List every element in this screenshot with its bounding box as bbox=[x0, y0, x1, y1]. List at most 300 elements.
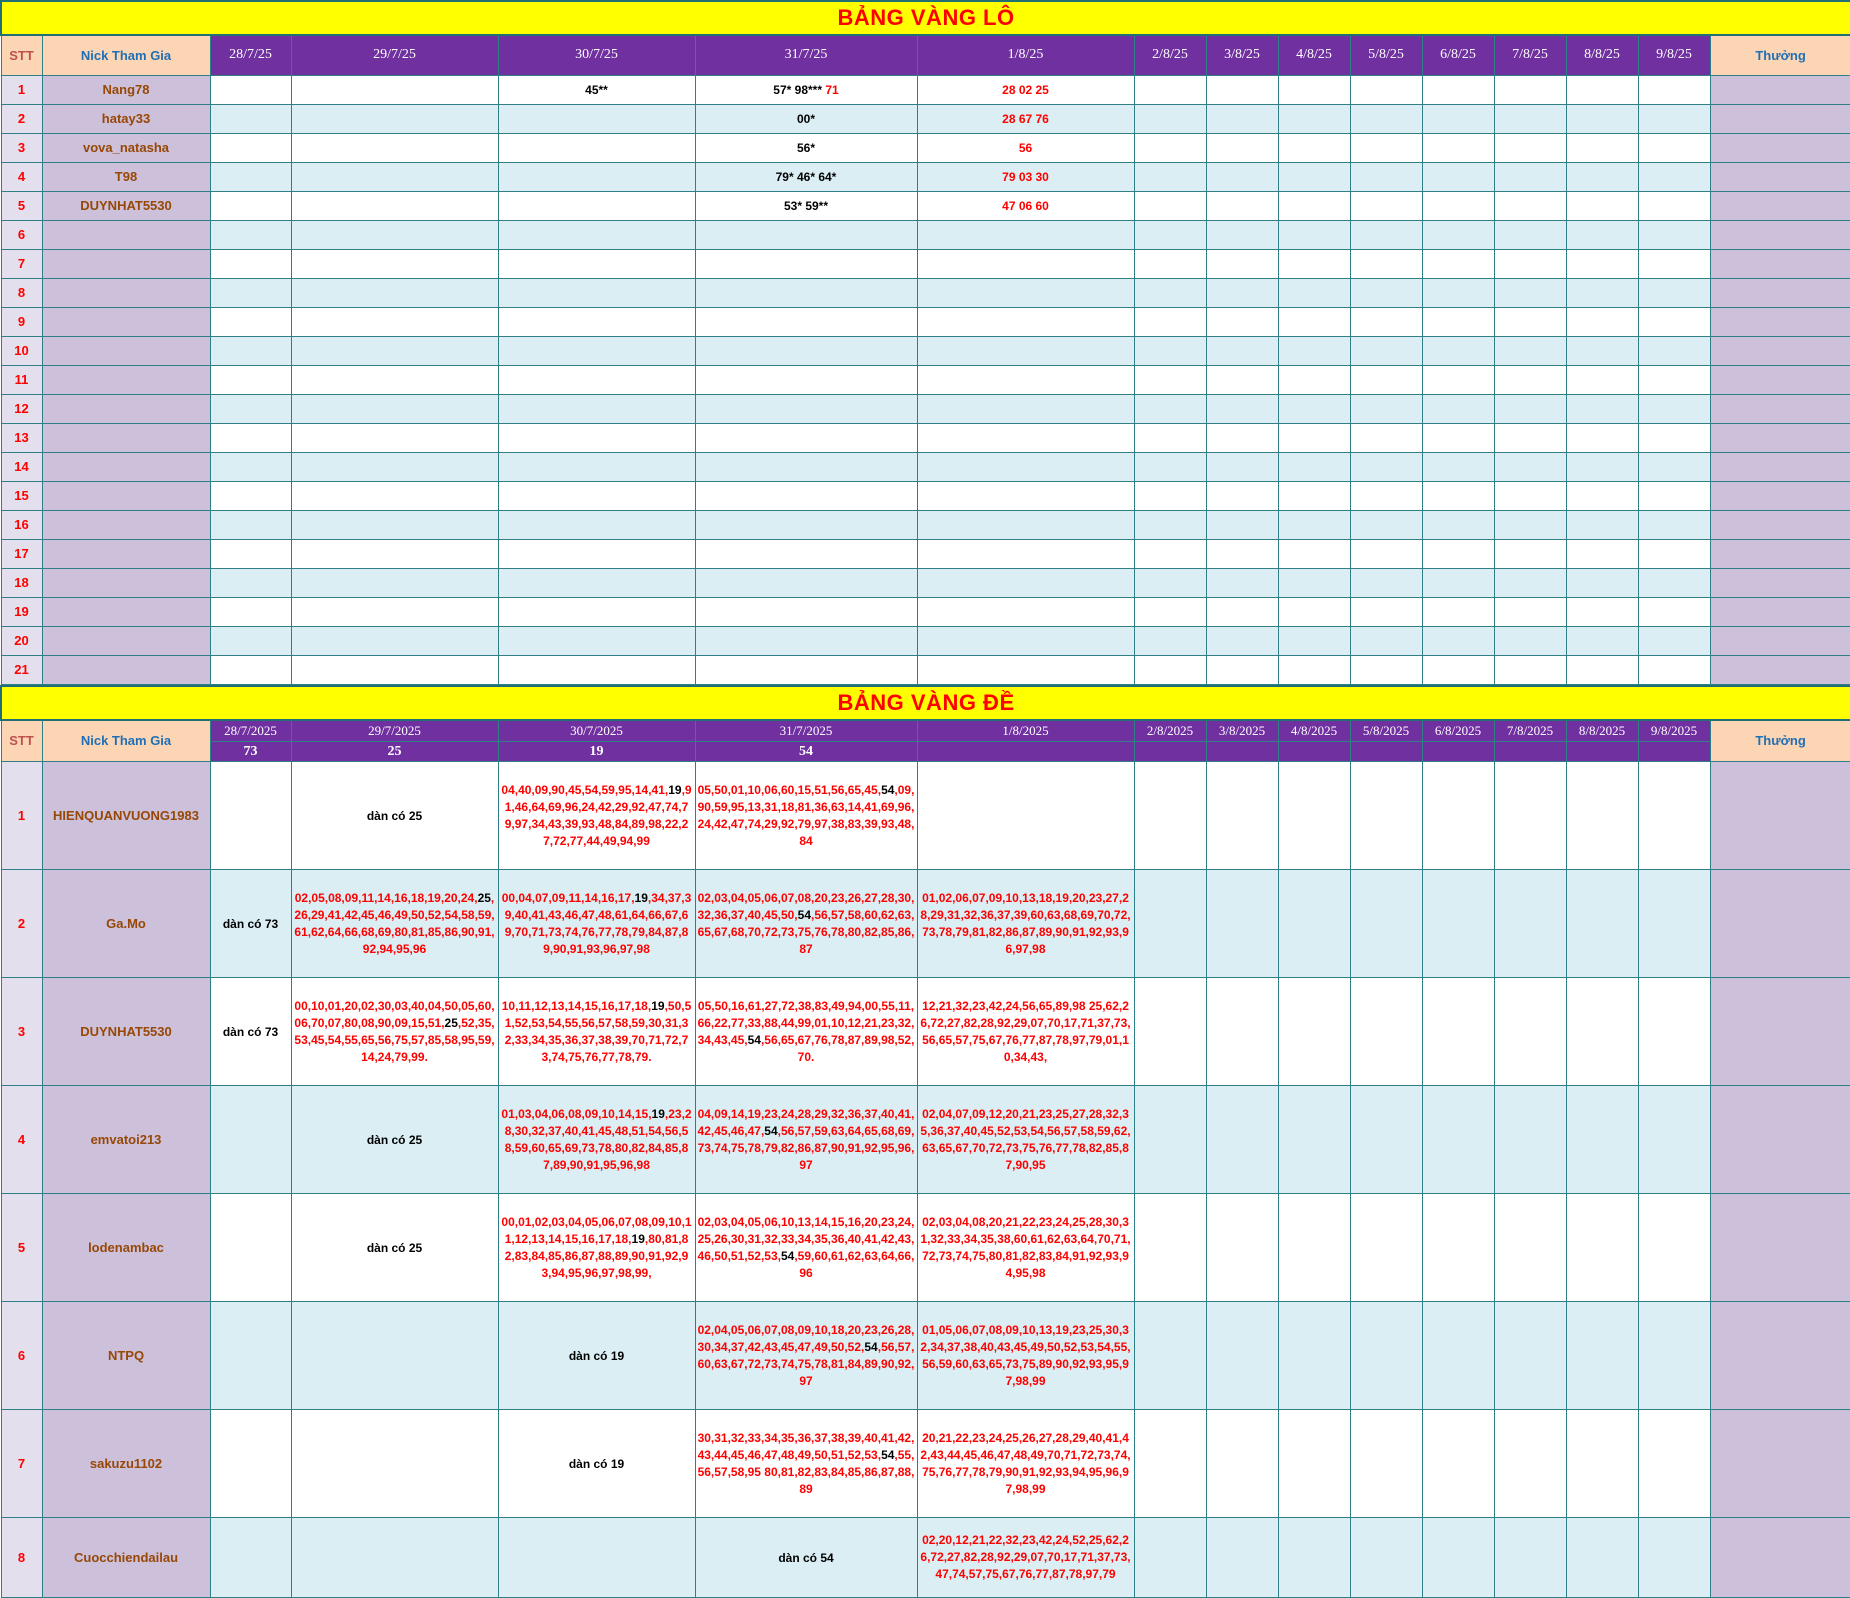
lo-cell[interactable] bbox=[1494, 452, 1566, 481]
lo-row-nick[interactable] bbox=[42, 481, 210, 510]
lo-cell[interactable] bbox=[1494, 220, 1566, 249]
lo-cell[interactable] bbox=[1638, 162, 1710, 191]
lo-cell[interactable] bbox=[1278, 626, 1350, 655]
lo-cell[interactable] bbox=[291, 307, 498, 336]
de-cell[interactable] bbox=[1494, 870, 1566, 978]
lo-cell[interactable] bbox=[695, 481, 917, 510]
lo-row-nick[interactable] bbox=[42, 510, 210, 539]
lo-row-nick[interactable] bbox=[42, 220, 210, 249]
de-cell[interactable] bbox=[1638, 978, 1710, 1086]
de-row-nick[interactable]: DUYNHAT5530 bbox=[42, 978, 210, 1086]
lo-cell[interactable] bbox=[1566, 162, 1638, 191]
lo-cell[interactable] bbox=[210, 75, 291, 104]
lo-cell[interactable] bbox=[1638, 278, 1710, 307]
lo-cell[interactable] bbox=[1206, 220, 1278, 249]
lo-cell[interactable] bbox=[210, 162, 291, 191]
de-cell[interactable] bbox=[1422, 978, 1494, 1086]
lo-cell[interactable] bbox=[1350, 655, 1422, 684]
lo-cell[interactable] bbox=[1422, 539, 1494, 568]
lo-cell[interactable] bbox=[917, 104, 1134, 133]
lo-cell[interactable] bbox=[1206, 597, 1278, 626]
lo-cell[interactable] bbox=[210, 133, 291, 162]
de-cell[interactable] bbox=[1350, 1410, 1422, 1518]
de-cell[interactable] bbox=[498, 1410, 695, 1518]
lo-cell[interactable] bbox=[498, 336, 695, 365]
lo-cell[interactable] bbox=[210, 365, 291, 394]
lo-cell[interactable] bbox=[291, 336, 498, 365]
lo-cell[interactable] bbox=[917, 394, 1134, 423]
de-cell[interactable] bbox=[1422, 870, 1494, 978]
lo-row-nick[interactable] bbox=[42, 249, 210, 278]
de-cell[interactable] bbox=[1422, 1518, 1494, 1598]
lo-cell[interactable] bbox=[1422, 365, 1494, 394]
lo-cell[interactable] bbox=[1278, 133, 1350, 162]
lo-cell[interactable] bbox=[210, 191, 291, 220]
lo-cell[interactable] bbox=[1350, 133, 1422, 162]
lo-cell[interactable] bbox=[1494, 191, 1566, 220]
lo-cell[interactable] bbox=[917, 162, 1134, 191]
lo-cell[interactable] bbox=[917, 278, 1134, 307]
lo-cell[interactable] bbox=[1278, 75, 1350, 104]
lo-cell[interactable] bbox=[1134, 394, 1206, 423]
lo-cell[interactable] bbox=[1566, 481, 1638, 510]
de-cell[interactable] bbox=[210, 1086, 291, 1194]
de-row-nick[interactable]: lodenambac bbox=[42, 1194, 210, 1302]
de-cell[interactable] bbox=[210, 1518, 291, 1598]
lo-cell[interactable] bbox=[1638, 423, 1710, 452]
de-cell[interactable] bbox=[1278, 1302, 1350, 1410]
lo-cell[interactable] bbox=[695, 394, 917, 423]
de-cell[interactable] bbox=[498, 978, 695, 1086]
de-cell[interactable] bbox=[1566, 1302, 1638, 1410]
lo-cell[interactable] bbox=[1134, 133, 1206, 162]
de-cell[interactable] bbox=[1206, 1302, 1278, 1410]
lo-cell[interactable] bbox=[917, 75, 1134, 104]
lo-cell[interactable] bbox=[1566, 394, 1638, 423]
de-cell[interactable] bbox=[1134, 762, 1206, 870]
lo-cell[interactable] bbox=[1278, 365, 1350, 394]
de-cell[interactable] bbox=[1134, 1410, 1206, 1518]
lo-cell[interactable] bbox=[695, 220, 917, 249]
lo-cell[interactable] bbox=[917, 452, 1134, 481]
lo-cell[interactable] bbox=[1134, 162, 1206, 191]
de-cell[interactable] bbox=[1278, 870, 1350, 978]
lo-cell[interactable] bbox=[291, 597, 498, 626]
lo-cell[interactable] bbox=[695, 655, 917, 684]
lo-cell[interactable] bbox=[1638, 249, 1710, 278]
lo-cell[interactable] bbox=[1350, 539, 1422, 568]
lo-cell[interactable] bbox=[498, 278, 695, 307]
lo-cell[interactable] bbox=[291, 365, 498, 394]
lo-cell[interactable] bbox=[1206, 307, 1278, 336]
lo-cell[interactable] bbox=[1206, 423, 1278, 452]
lo-cell[interactable] bbox=[1494, 75, 1566, 104]
de-cell[interactable] bbox=[1638, 762, 1710, 870]
lo-cell[interactable] bbox=[695, 336, 917, 365]
de-cell[interactable] bbox=[695, 762, 917, 870]
lo-row-nick[interactable] bbox=[42, 307, 210, 336]
lo-cell[interactable] bbox=[1206, 539, 1278, 568]
lo-cell[interactable] bbox=[498, 423, 695, 452]
lo-cell[interactable] bbox=[1638, 133, 1710, 162]
lo-cell[interactable] bbox=[1206, 75, 1278, 104]
lo-cell[interactable] bbox=[917, 423, 1134, 452]
lo-cell[interactable] bbox=[1134, 191, 1206, 220]
lo-cell[interactable] bbox=[1638, 365, 1710, 394]
lo-cell[interactable] bbox=[1494, 394, 1566, 423]
lo-cell[interactable] bbox=[1638, 394, 1710, 423]
lo-cell[interactable] bbox=[1350, 394, 1422, 423]
lo-cell[interactable] bbox=[695, 597, 917, 626]
lo-cell[interactable] bbox=[1422, 249, 1494, 278]
lo-cell[interactable] bbox=[695, 133, 917, 162]
lo-cell[interactable] bbox=[917, 307, 1134, 336]
lo-cell[interactable] bbox=[1566, 220, 1638, 249]
lo-cell[interactable] bbox=[498, 365, 695, 394]
lo-cell[interactable] bbox=[1134, 336, 1206, 365]
de-cell[interactable] bbox=[695, 1518, 917, 1598]
lo-cell[interactable] bbox=[291, 278, 498, 307]
lo-cell[interactable] bbox=[1206, 278, 1278, 307]
lo-cell[interactable] bbox=[1278, 452, 1350, 481]
lo-cell[interactable] bbox=[1422, 481, 1494, 510]
lo-cell[interactable] bbox=[695, 568, 917, 597]
de-cell[interactable] bbox=[1206, 1410, 1278, 1518]
lo-cell[interactable] bbox=[695, 104, 917, 133]
lo-cell[interactable] bbox=[695, 75, 917, 104]
lo-cell[interactable] bbox=[1350, 452, 1422, 481]
lo-cell[interactable] bbox=[1206, 336, 1278, 365]
lo-cell[interactable] bbox=[498, 162, 695, 191]
lo-cell[interactable] bbox=[1278, 510, 1350, 539]
lo-cell[interactable] bbox=[291, 249, 498, 278]
lo-cell[interactable] bbox=[695, 162, 917, 191]
lo-cell[interactable] bbox=[1350, 307, 1422, 336]
de-cell[interactable] bbox=[1638, 1086, 1710, 1194]
de-row-nick[interactable]: Ga.Mo bbox=[42, 870, 210, 978]
lo-cell[interactable] bbox=[498, 75, 695, 104]
lo-cell[interactable] bbox=[1638, 452, 1710, 481]
lo-cell[interactable] bbox=[1422, 655, 1494, 684]
lo-cell[interactable] bbox=[917, 597, 1134, 626]
lo-cell[interactable] bbox=[1638, 336, 1710, 365]
lo-cell[interactable] bbox=[498, 191, 695, 220]
lo-cell[interactable] bbox=[1422, 336, 1494, 365]
lo-cell[interactable] bbox=[1134, 365, 1206, 394]
lo-cell[interactable] bbox=[1566, 539, 1638, 568]
lo-cell[interactable] bbox=[1350, 423, 1422, 452]
lo-cell[interactable] bbox=[498, 307, 695, 336]
de-cell[interactable] bbox=[210, 1302, 291, 1410]
lo-cell[interactable] bbox=[291, 655, 498, 684]
de-cell[interactable] bbox=[1494, 978, 1566, 1086]
lo-cell[interactable] bbox=[498, 394, 695, 423]
de-cell[interactable] bbox=[291, 1086, 498, 1194]
de-cell[interactable] bbox=[1350, 1518, 1422, 1598]
de-cell[interactable] bbox=[1350, 762, 1422, 870]
de-cell[interactable] bbox=[1350, 978, 1422, 1086]
lo-cell[interactable] bbox=[498, 249, 695, 278]
de-cell[interactable] bbox=[498, 870, 695, 978]
lo-cell[interactable] bbox=[291, 104, 498, 133]
lo-cell[interactable] bbox=[1350, 336, 1422, 365]
lo-cell[interactable] bbox=[917, 655, 1134, 684]
lo-cell[interactable] bbox=[1422, 162, 1494, 191]
lo-cell[interactable] bbox=[695, 307, 917, 336]
lo-cell[interactable] bbox=[1278, 278, 1350, 307]
de-cell[interactable] bbox=[1278, 1086, 1350, 1194]
lo-cell[interactable] bbox=[1350, 568, 1422, 597]
de-row-nick[interactable]: sakuzu1102 bbox=[42, 1410, 210, 1518]
de-cell[interactable] bbox=[210, 870, 291, 978]
lo-cell[interactable] bbox=[291, 568, 498, 597]
de-cell[interactable] bbox=[498, 1302, 695, 1410]
lo-row-nick[interactable] bbox=[42, 568, 210, 597]
lo-cell[interactable] bbox=[1134, 539, 1206, 568]
lo-cell[interactable] bbox=[291, 510, 498, 539]
lo-cell[interactable] bbox=[1422, 394, 1494, 423]
de-cell[interactable] bbox=[917, 1086, 1134, 1194]
de-cell[interactable] bbox=[917, 978, 1134, 1086]
de-cell[interactable] bbox=[1494, 1518, 1566, 1598]
de-cell[interactable] bbox=[1494, 1302, 1566, 1410]
lo-cell[interactable] bbox=[917, 539, 1134, 568]
lo-cell[interactable] bbox=[1566, 597, 1638, 626]
lo-cell[interactable] bbox=[1206, 104, 1278, 133]
lo-cell[interactable] bbox=[1278, 220, 1350, 249]
de-cell[interactable] bbox=[1566, 1194, 1638, 1302]
de-cell[interactable] bbox=[498, 1194, 695, 1302]
lo-cell[interactable] bbox=[1494, 336, 1566, 365]
lo-row-nick[interactable] bbox=[42, 423, 210, 452]
lo-row-nick[interactable] bbox=[42, 394, 210, 423]
lo-cell[interactable] bbox=[1494, 162, 1566, 191]
lo-cell[interactable] bbox=[917, 220, 1134, 249]
lo-cell[interactable] bbox=[695, 423, 917, 452]
de-cell[interactable] bbox=[1206, 1086, 1278, 1194]
de-cell[interactable] bbox=[695, 1194, 917, 1302]
de-cell[interactable] bbox=[1566, 762, 1638, 870]
lo-cell[interactable] bbox=[1566, 655, 1638, 684]
lo-cell[interactable] bbox=[1638, 597, 1710, 626]
lo-cell[interactable] bbox=[291, 162, 498, 191]
lo-cell[interactable] bbox=[917, 626, 1134, 655]
lo-cell[interactable] bbox=[1566, 336, 1638, 365]
lo-cell[interactable] bbox=[210, 278, 291, 307]
lo-cell[interactable] bbox=[210, 568, 291, 597]
lo-cell[interactable] bbox=[695, 452, 917, 481]
lo-cell[interactable] bbox=[498, 481, 695, 510]
lo-cell[interactable] bbox=[210, 452, 291, 481]
de-cell[interactable] bbox=[917, 1302, 1134, 1410]
de-cell[interactable] bbox=[1350, 1302, 1422, 1410]
lo-cell[interactable] bbox=[1566, 75, 1638, 104]
lo-cell[interactable] bbox=[1278, 568, 1350, 597]
lo-cell[interactable] bbox=[1134, 75, 1206, 104]
lo-cell[interactable] bbox=[1134, 481, 1206, 510]
de-cell[interactable] bbox=[917, 1194, 1134, 1302]
lo-row-nick[interactable]: hatay33 bbox=[42, 104, 210, 133]
de-cell[interactable] bbox=[498, 1518, 695, 1598]
lo-cell[interactable] bbox=[291, 539, 498, 568]
lo-cell[interactable] bbox=[1494, 133, 1566, 162]
lo-cell[interactable] bbox=[1134, 568, 1206, 597]
lo-cell[interactable] bbox=[1278, 423, 1350, 452]
lo-cell[interactable] bbox=[498, 133, 695, 162]
lo-row-nick[interactable]: Nang78 bbox=[42, 75, 210, 104]
de-cell[interactable] bbox=[695, 978, 917, 1086]
lo-cell[interactable] bbox=[1494, 510, 1566, 539]
de-cell[interactable] bbox=[1566, 1410, 1638, 1518]
de-cell[interactable] bbox=[291, 762, 498, 870]
lo-cell[interactable] bbox=[1638, 191, 1710, 220]
de-cell[interactable] bbox=[917, 870, 1134, 978]
lo-cell[interactable] bbox=[1494, 597, 1566, 626]
lo-cell[interactable] bbox=[1494, 307, 1566, 336]
lo-row-nick[interactable]: T98 bbox=[42, 162, 210, 191]
de-cell[interactable] bbox=[1278, 762, 1350, 870]
lo-cell[interactable] bbox=[1278, 655, 1350, 684]
de-cell[interactable] bbox=[1638, 870, 1710, 978]
lo-cell[interactable] bbox=[1134, 510, 1206, 539]
lo-cell[interactable] bbox=[1638, 307, 1710, 336]
lo-cell[interactable] bbox=[1494, 249, 1566, 278]
lo-row-nick[interactable] bbox=[42, 597, 210, 626]
lo-cell[interactable] bbox=[1134, 452, 1206, 481]
lo-cell[interactable] bbox=[1350, 75, 1422, 104]
de-cell[interactable] bbox=[1278, 1194, 1350, 1302]
lo-cell[interactable] bbox=[498, 568, 695, 597]
lo-cell[interactable] bbox=[291, 220, 498, 249]
lo-cell[interactable] bbox=[1206, 394, 1278, 423]
de-row-nick[interactable]: NTPQ bbox=[42, 1302, 210, 1410]
de-cell[interactable] bbox=[1566, 978, 1638, 1086]
lo-cell[interactable] bbox=[210, 394, 291, 423]
de-cell[interactable] bbox=[1422, 1086, 1494, 1194]
lo-cell[interactable] bbox=[1566, 452, 1638, 481]
de-cell[interactable] bbox=[695, 1302, 917, 1410]
lo-cell[interactable] bbox=[1278, 481, 1350, 510]
lo-cell[interactable] bbox=[1206, 626, 1278, 655]
de-cell[interactable] bbox=[1278, 978, 1350, 1086]
de-cell[interactable] bbox=[917, 762, 1134, 870]
lo-cell[interactable] bbox=[1638, 104, 1710, 133]
lo-cell[interactable] bbox=[1422, 220, 1494, 249]
lo-cell[interactable] bbox=[291, 452, 498, 481]
de-cell[interactable] bbox=[1206, 762, 1278, 870]
de-row-nick[interactable]: emvatoi213 bbox=[42, 1086, 210, 1194]
lo-cell[interactable] bbox=[917, 568, 1134, 597]
lo-cell[interactable] bbox=[1566, 423, 1638, 452]
lo-cell[interactable] bbox=[1206, 162, 1278, 191]
lo-cell[interactable] bbox=[1422, 307, 1494, 336]
de-cell[interactable] bbox=[498, 1086, 695, 1194]
de-cell[interactable] bbox=[1134, 870, 1206, 978]
de-cell[interactable] bbox=[1350, 1086, 1422, 1194]
de-cell[interactable] bbox=[1134, 1086, 1206, 1194]
lo-cell[interactable] bbox=[1206, 452, 1278, 481]
lo-cell[interactable] bbox=[1350, 510, 1422, 539]
de-cell[interactable] bbox=[1206, 1518, 1278, 1598]
lo-cell[interactable] bbox=[917, 249, 1134, 278]
lo-cell[interactable] bbox=[1350, 249, 1422, 278]
lo-cell[interactable] bbox=[1566, 249, 1638, 278]
lo-cell[interactable] bbox=[210, 481, 291, 510]
lo-cell[interactable] bbox=[1494, 539, 1566, 568]
lo-cell[interactable] bbox=[1134, 220, 1206, 249]
lo-cell[interactable] bbox=[917, 510, 1134, 539]
lo-cell[interactable] bbox=[210, 539, 291, 568]
lo-cell[interactable] bbox=[291, 423, 498, 452]
lo-cell[interactable] bbox=[695, 365, 917, 394]
lo-cell[interactable] bbox=[1566, 307, 1638, 336]
de-cell[interactable] bbox=[291, 1302, 498, 1410]
lo-cell[interactable] bbox=[695, 278, 917, 307]
de-cell[interactable] bbox=[210, 1410, 291, 1518]
lo-cell[interactable] bbox=[1566, 510, 1638, 539]
de-cell[interactable] bbox=[695, 1086, 917, 1194]
lo-cell[interactable] bbox=[210, 104, 291, 133]
de-cell[interactable] bbox=[1134, 1302, 1206, 1410]
de-cell[interactable] bbox=[1566, 1086, 1638, 1194]
lo-cell[interactable] bbox=[1350, 481, 1422, 510]
lo-row-nick[interactable] bbox=[42, 278, 210, 307]
lo-cell[interactable] bbox=[695, 539, 917, 568]
lo-cell[interactable] bbox=[291, 133, 498, 162]
lo-cell[interactable] bbox=[1638, 481, 1710, 510]
lo-cell[interactable] bbox=[1422, 452, 1494, 481]
de-cell[interactable] bbox=[695, 870, 917, 978]
lo-cell[interactable] bbox=[1134, 423, 1206, 452]
lo-cell[interactable] bbox=[1350, 597, 1422, 626]
de-cell[interactable] bbox=[1422, 1194, 1494, 1302]
lo-cell[interactable] bbox=[1422, 568, 1494, 597]
lo-cell[interactable] bbox=[1206, 249, 1278, 278]
lo-cell[interactable] bbox=[1278, 597, 1350, 626]
lo-cell[interactable] bbox=[917, 133, 1134, 162]
de-cell[interactable] bbox=[1134, 1194, 1206, 1302]
lo-cell[interactable] bbox=[1494, 365, 1566, 394]
de-cell[interactable] bbox=[1278, 1410, 1350, 1518]
lo-cell[interactable] bbox=[1494, 568, 1566, 597]
de-cell[interactable] bbox=[498, 762, 695, 870]
de-cell[interactable] bbox=[917, 1518, 1134, 1598]
lo-cell[interactable] bbox=[917, 191, 1134, 220]
lo-cell[interactable] bbox=[498, 510, 695, 539]
lo-cell[interactable] bbox=[1278, 539, 1350, 568]
lo-cell[interactable] bbox=[1422, 423, 1494, 452]
de-cell[interactable] bbox=[210, 1194, 291, 1302]
de-cell[interactable] bbox=[1494, 1410, 1566, 1518]
lo-cell[interactable] bbox=[1566, 133, 1638, 162]
lo-row-nick[interactable] bbox=[42, 452, 210, 481]
de-cell[interactable] bbox=[1566, 870, 1638, 978]
lo-cell[interactable] bbox=[1638, 626, 1710, 655]
lo-row-nick[interactable] bbox=[42, 365, 210, 394]
de-cell[interactable] bbox=[1638, 1302, 1710, 1410]
lo-cell[interactable] bbox=[1350, 220, 1422, 249]
lo-cell[interactable] bbox=[1278, 394, 1350, 423]
lo-cell[interactable] bbox=[1134, 307, 1206, 336]
de-cell[interactable] bbox=[1350, 1194, 1422, 1302]
de-cell[interactable] bbox=[210, 978, 291, 1086]
lo-cell[interactable] bbox=[498, 539, 695, 568]
lo-cell[interactable] bbox=[695, 510, 917, 539]
lo-cell[interactable] bbox=[1566, 278, 1638, 307]
lo-cell[interactable] bbox=[1134, 655, 1206, 684]
de-row-nick[interactable]: Cuocchiendailau bbox=[42, 1518, 210, 1598]
lo-cell[interactable] bbox=[1638, 220, 1710, 249]
